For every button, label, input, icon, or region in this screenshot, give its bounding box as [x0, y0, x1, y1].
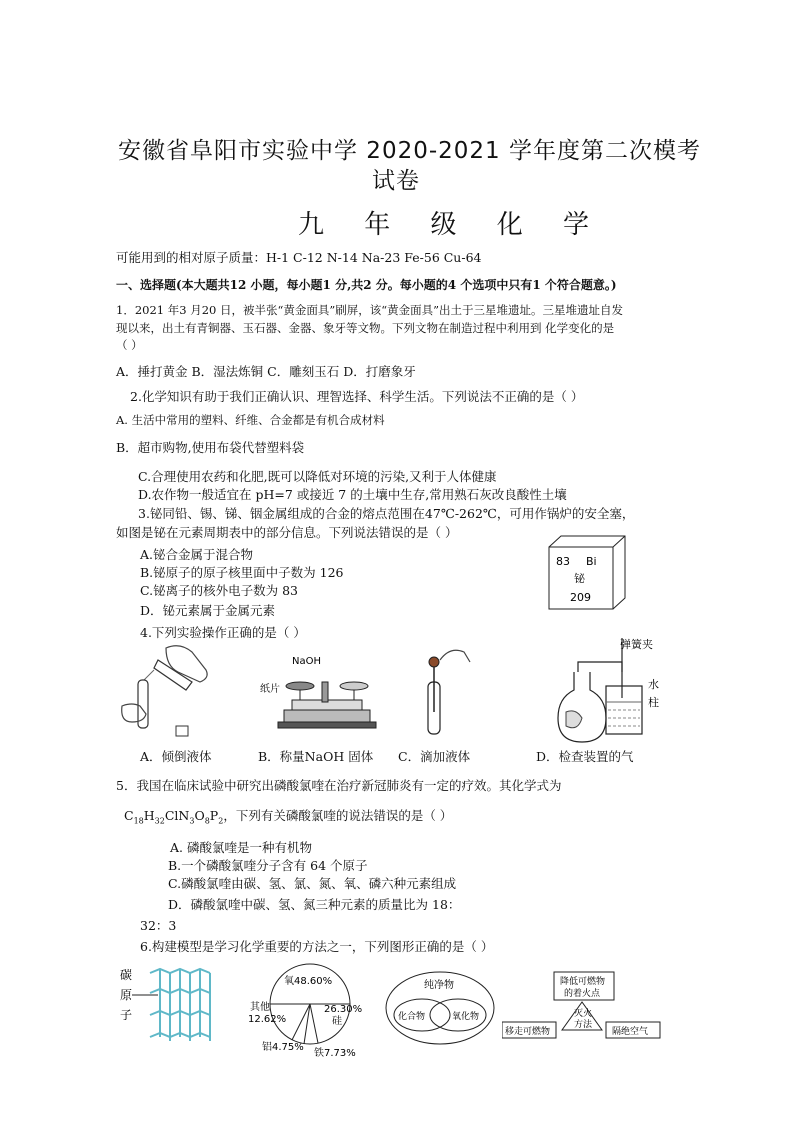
venn-outer: 纯净物: [424, 980, 454, 991]
q5-option-d-cont: 32：3: [140, 918, 177, 933]
fire-top1: 降低可燃物: [560, 977, 606, 987]
fire-left: 移走可燃物: [505, 1027, 551, 1037]
section-heading: 一、选择题(本大题共12 小题，每小题1 分,共2 分。每小题的4 个选项中只有1 个符合题意。): [116, 278, 617, 292]
element-name: 铋: [574, 572, 585, 585]
q2-option-d: D.农作物一般适宜在 pH=7 或接近 7 的土壤中生存,常用熟石灰改良酸性土壤: [138, 487, 567, 502]
q3-option-c: C.铋离子的核外电子数为 83: [140, 583, 298, 598]
q3-option-a: A.铋合金属于混合物: [140, 547, 254, 562]
q6-stem: 6.构建模型是学习化学重要的方法之一，下列图形正确的是（ ）: [140, 939, 494, 954]
pie-silicon: 硅: [332, 1016, 342, 1027]
pouring-liquid-figure: [118, 640, 218, 740]
carbon-label-3: 子: [120, 1008, 133, 1022]
carbon-lattice-figure: [118, 965, 238, 1047]
exam-subtitle: 九 年 级 化 学: [298, 210, 606, 240]
venn-figure: [384, 970, 496, 1046]
balance-figure: [258, 652, 378, 732]
carbon-label-1: 碳: [120, 968, 133, 982]
column-label: 柱: [648, 696, 659, 709]
q4-option-d: D．检查装置的气: [536, 749, 634, 764]
exam-title-line2: 试卷: [372, 168, 420, 194]
carbon-label-2: 原: [120, 988, 133, 1002]
q5-option-a: A. 磷酸氯喹是一种有机物: [170, 840, 312, 855]
venn-left: 化合物: [398, 1012, 426, 1022]
pie-iron: 铁7.73%: [314, 1048, 356, 1059]
dropper-figure: [412, 642, 472, 742]
fire-mid1: 灭火: [574, 1009, 593, 1019]
venn-right: 氧化物: [452, 1012, 480, 1022]
pie-silicon-pct: 26.30%: [324, 1004, 363, 1015]
pie-aluminum: 铝4.75%: [262, 1042, 304, 1053]
bismuth-element-card: [548, 535, 628, 611]
q3-line1: 3.铋同铅、锡、锑、铟金属组成的合金的熔点范围在47℃-262℃，可用作锅炉的安全塞，: [138, 506, 635, 521]
q2-option-b: B．超市购物,使用布袋代替塑料袋: [116, 440, 305, 455]
q5-option-c: C.磷酸氯喹由碳、氢、氯、氮、氧、磷六种元素组成: [168, 876, 457, 891]
element-mass: 209: [570, 591, 591, 604]
pie-chart-figure: [248, 958, 368, 1060]
water-label: 水: [648, 678, 659, 691]
q2-stem: 2.化学知识有助于我们正确认识、理智选择、科学生活。下列说法不正确的是（ ）: [130, 389, 584, 404]
fire-method-figure: [502, 970, 662, 1042]
element-number: 83: [556, 555, 570, 568]
paper-label: 纸片: [260, 684, 280, 695]
q4-stem: 4.下列实验操作正确的是（ ）: [140, 625, 306, 640]
q4-option-a: A．倾倒液体: [140, 749, 212, 764]
pie-other-pct: 12.62%: [248, 1014, 287, 1025]
q2-option-c: C.合理使用农药和化肥,既可以降低对环境的污染,又利于人体健康: [138, 469, 497, 484]
q4-option-b: B．称量NaOH 固体: [258, 749, 374, 764]
formula: $C_{18}H_{32}ClN_3O_8P_2$: [124, 808, 224, 826]
fire-right: 隔绝空气: [612, 1027, 649, 1037]
q5-option-d: D．磷酸氯喹中碳、氢、氮三种元素的质量比为 18：: [168, 897, 461, 912]
q3-option-d: D．铋元素属于金属元素: [140, 603, 276, 618]
element-symbol: Bi: [586, 555, 597, 568]
q1-options: A．捶打黄金 B．湿法炼铜 C．雕刻玉石 D．打磨象牙: [116, 364, 416, 379]
pie-oxygen: 氧48.60%: [284, 976, 333, 987]
q5-option-b: B.一个磷酸氯喹分子含有 64 个原子: [168, 858, 368, 873]
q3-line2: 如图是铋在元素周期表中的部分信息。下列说法错误的是（ ）: [116, 525, 458, 540]
fire-mid2: 方法: [574, 1020, 593, 1030]
exam-title-line1: 安徽省阜阳市实验中学 2020-2021 学年度第二次模考: [118, 138, 701, 164]
atomic-masses: 可能用到的相对原子质量：H-1 C-12 N-14 Na-23 Fe-56 Cu-64: [116, 250, 482, 265]
q1-line2: 现以来，出土有青铜器、玉石器、金器、象牙等文物。下列文物在制造过程中利用到 化学变化的是: [116, 321, 615, 335]
q3-option-b: B.铋原子的原子核里面中子数为 126: [140, 565, 344, 580]
clip-label: 弹簧夹: [620, 638, 653, 651]
naoh-label: NaOH: [292, 656, 321, 667]
q2-option-a: A. 生活中常用的塑料、纤维、合金都是有机合成材料: [116, 413, 385, 427]
q1-line3: （ ）: [116, 338, 143, 352]
airtightness-figure: [548, 632, 668, 744]
q5-line1: 5．我国在临床试验中研究出磷酸氯喹在治疗新冠肺炎有一定的疗效。其化学式为: [116, 778, 562, 793]
q4-option-c: C．滴加液体: [398, 749, 471, 764]
fire-top2: 的着火点: [564, 989, 601, 999]
q5-formula-line: $C_{18}H_{32}ClN_3O_8P_2$，下列有关磷酸氯喹的说法错误的是（ ）: [124, 808, 453, 826]
q1-line1: 1．2021 年3 月20 日，被半张“黄金面具”刷屏，该“黄金面具”出土于三星堆遗址。三星堆遗址自发: [116, 303, 624, 317]
pie-other: 其他: [250, 1002, 270, 1013]
